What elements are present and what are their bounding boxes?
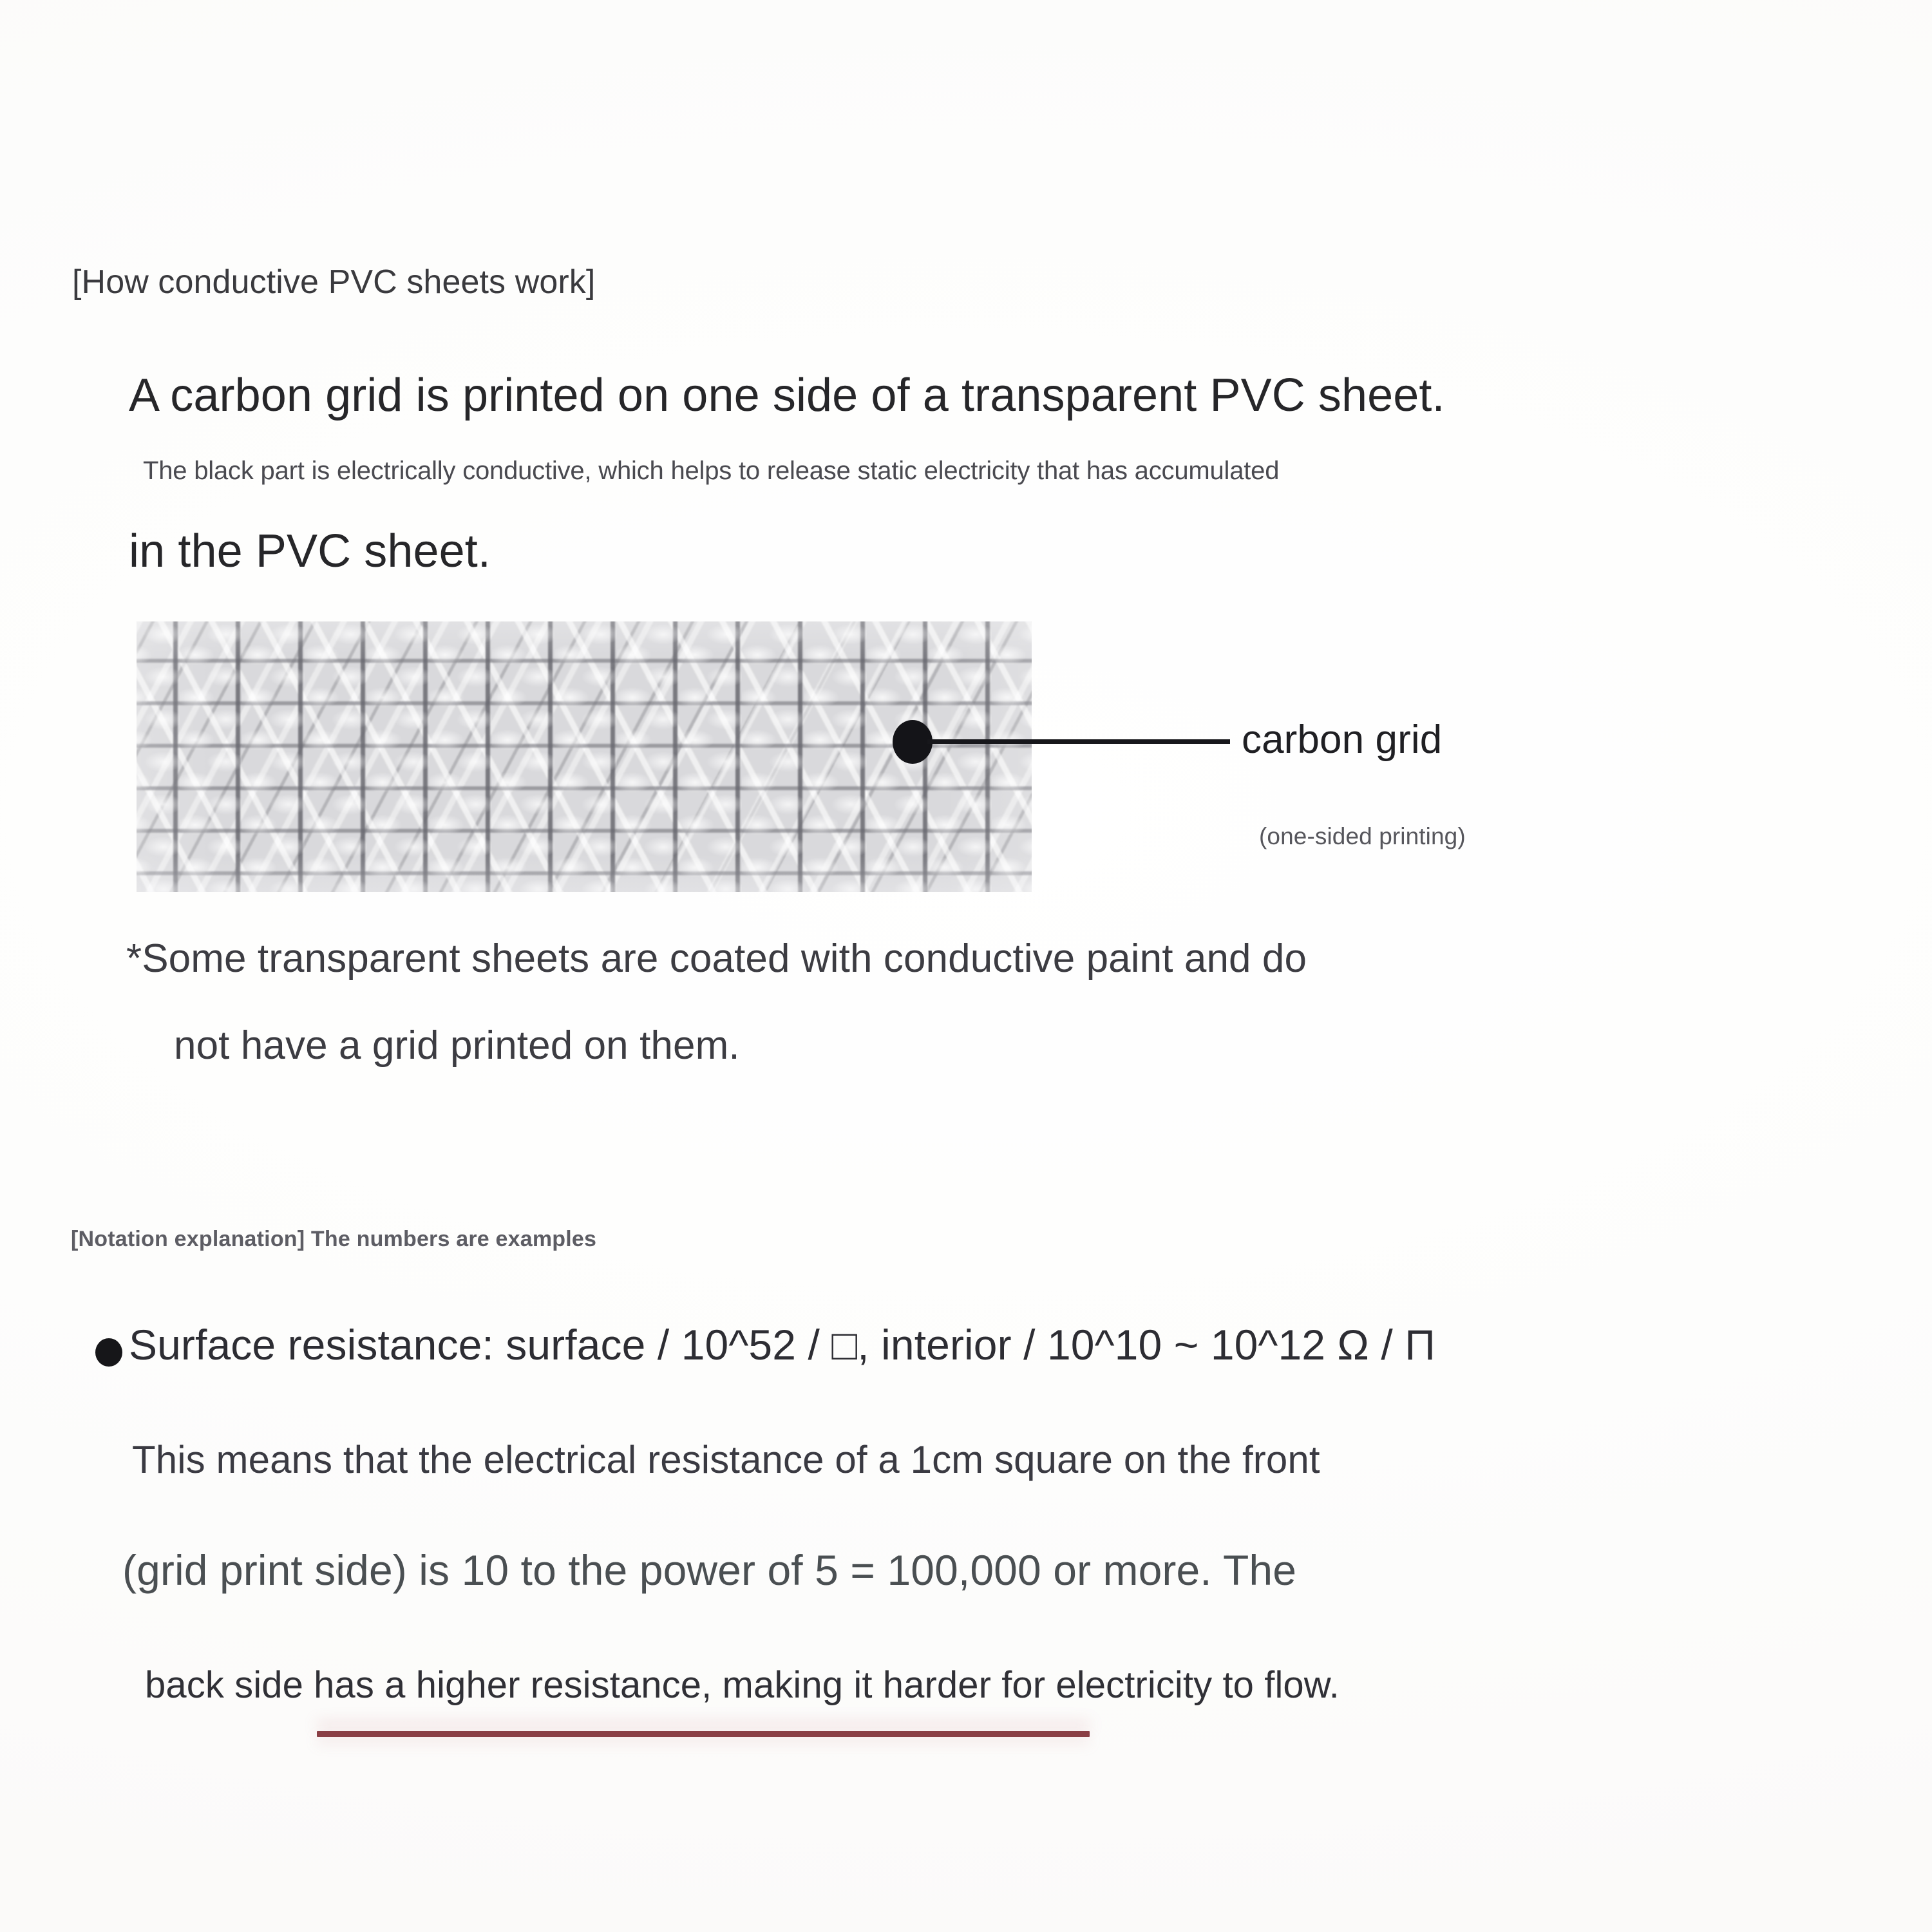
notation-body-line-2: (grid print side) is 10 to the power of 5 = 100,000 or more. The bbox=[122, 1546, 1297, 1594]
notation-body-line-1: This means that the electrical resistance of a 1cm square on the front bbox=[132, 1438, 1320, 1481]
callout-sublabel: (one-sided printing) bbox=[1259, 823, 1466, 849]
main-statement-line-2: The black part is electrically conductive, which helps to release static electricity that has accumulated bbox=[143, 457, 1280, 485]
section-bracket-heading: [How conductive PVC sheets work] bbox=[72, 263, 596, 301]
footnote-line-2: not have a grid printed on them. bbox=[174, 1023, 740, 1068]
callout-leader-line bbox=[927, 739, 1230, 744]
notation-section-heading: [Notation explanation] The numbers are examples bbox=[71, 1227, 597, 1251]
callout-marker-dot bbox=[893, 720, 933, 764]
red-emphasis-underline bbox=[317, 1731, 1090, 1737]
main-statement-line-1: A carbon grid is printed on one side of a transparent PVC sheet. bbox=[129, 370, 1445, 421]
surface-resistance-spec: Surface resistance: surface / 10^52 / □, interior / 10^10 ~ 10^12 Ω / Π bbox=[129, 1321, 1436, 1368]
main-statement-line-3: in the PVC sheet. bbox=[129, 526, 491, 577]
footnote-line-1: *Some transparent sheets are coated with conductive paint and do bbox=[126, 936, 1307, 981]
callout-label: carbon grid bbox=[1242, 717, 1443, 762]
notation-body-line-3: back side has a higher resistance, making it harder for electricity to flow. bbox=[145, 1664, 1340, 1706]
bullet-point-icon bbox=[95, 1338, 122, 1367]
